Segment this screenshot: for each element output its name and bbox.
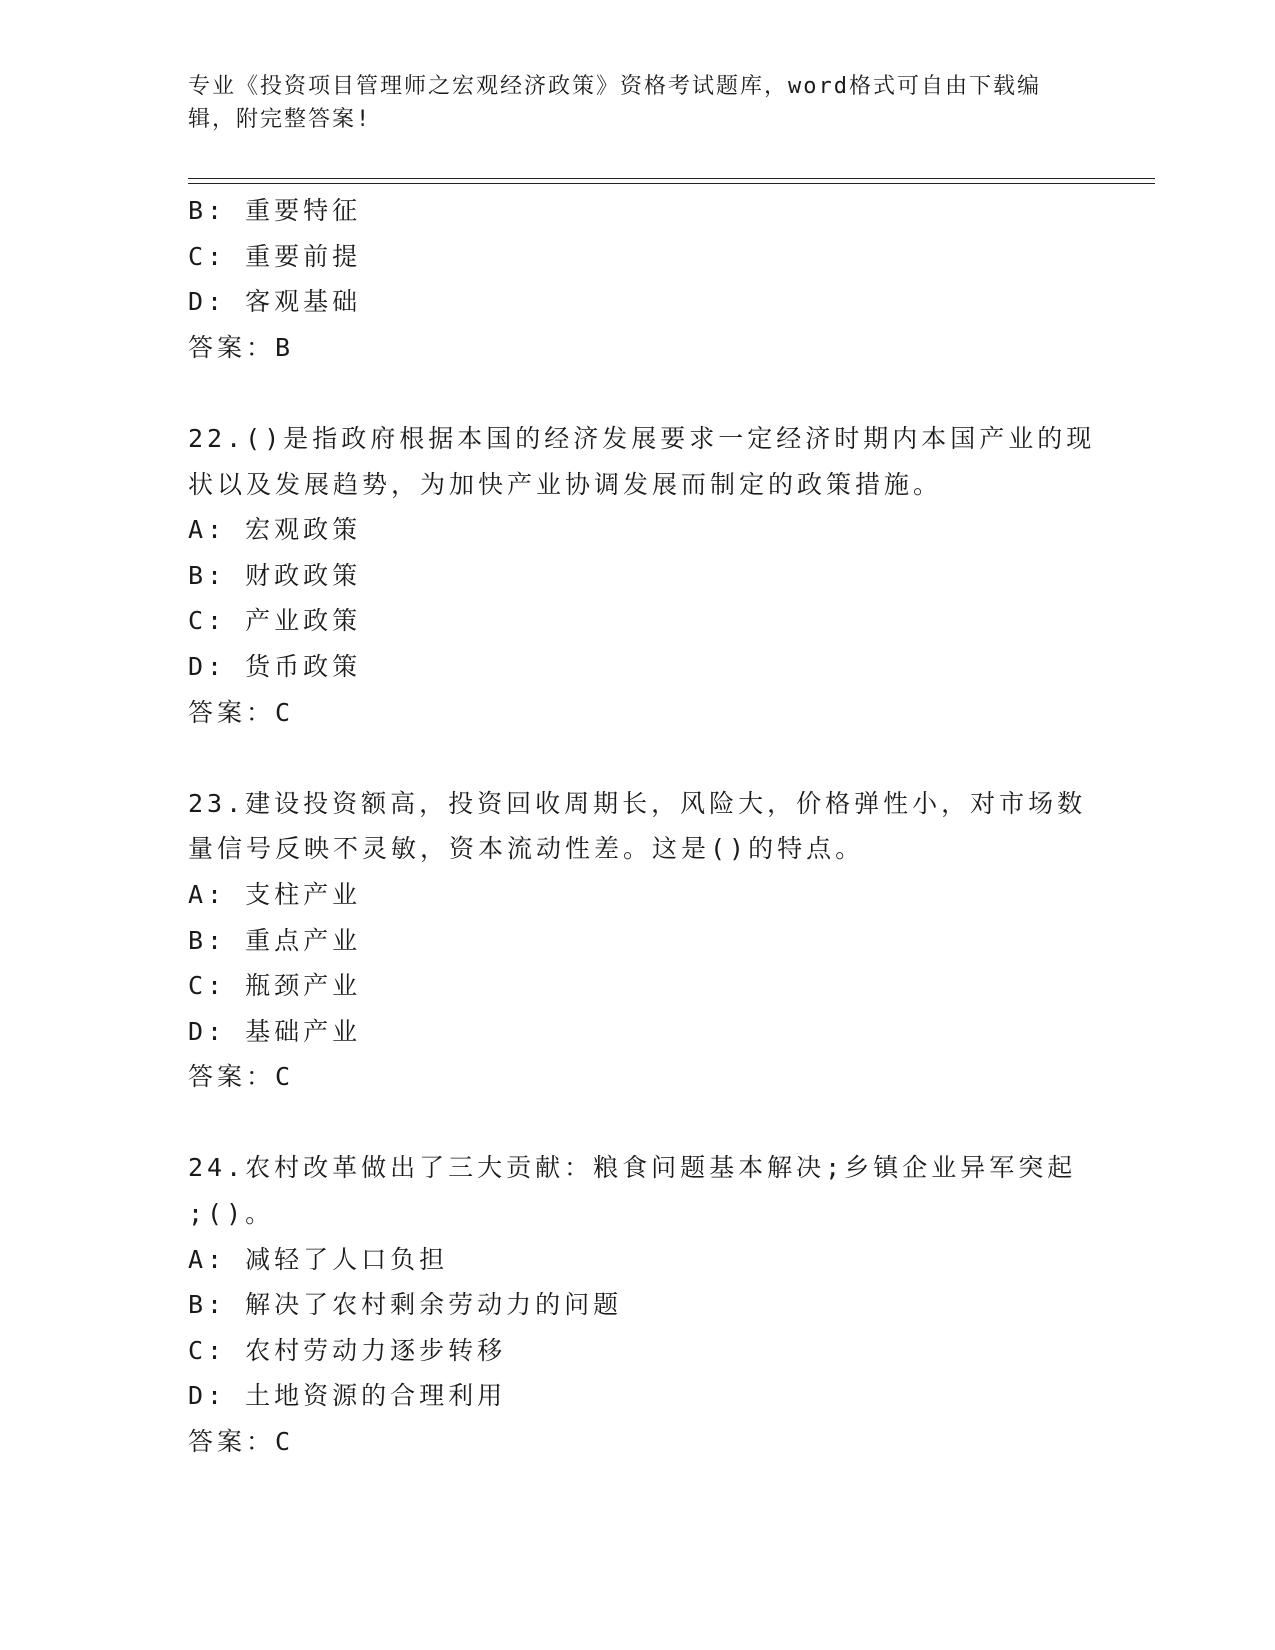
question-21-tail (188, 188, 1088, 370)
question-spacer (188, 735, 1088, 781)
option-b: B: 财政政策 (188, 560, 362, 590)
answer-text: 答案：C (188, 1427, 295, 1457)
document-header (188, 70, 1088, 136)
header-divider-bottom (188, 183, 1155, 184)
option-c: C: 重要前提 (188, 241, 362, 271)
option-d: D: 土地资源的合理利用 (188, 1381, 507, 1411)
question-23 (188, 781, 1088, 1100)
header-line-2: 辑，附完整答案! (188, 107, 372, 132)
header-line-1: 专业《投资项目管理师之宏观经济政策》资格考试题库，word格式可自由下载编 (188, 74, 1041, 99)
option-c: C: 产业政策 (188, 606, 362, 636)
option-b: B: 解决了农村剩余劳动力的问题 (188, 1290, 623, 1320)
question-stem: 状以及发展趋势，为加快产业协调发展而制定的政策措施。 (188, 469, 943, 499)
option-a: A: 宏观政策 (188, 515, 362, 545)
question-stem: 22.()是指政府根据本国的经济发展要求一定经济时期内本国产业的现 (188, 423, 1096, 453)
question-stem: 23.建设投资额高，投资回收周期长，风险大，价格弹性小，对市场数 (188, 788, 1087, 818)
option-d: D: 货币政策 (188, 651, 362, 681)
header-divider-top (188, 178, 1155, 179)
answer-text: 答案：C (188, 697, 295, 727)
question-spacer (188, 370, 1088, 416)
option-b: B: 重要特征 (188, 196, 362, 225)
answer-text: 答案：C (188, 1062, 295, 1092)
question-stem: 24.农村改革做出了三大贡献：粮食问题基本解决;乡镇企业异军突起 (188, 1153, 1077, 1183)
option-b: B: 重点产业 (188, 925, 362, 955)
option-d: D: 客观基础 (188, 287, 362, 317)
answer-text: 答案：B (188, 332, 295, 362)
question-stem: ;()。 (188, 1199, 275, 1229)
option-a: A: 支柱产业 (188, 879, 362, 909)
option-a: A: 减轻了人口负担 (188, 1244, 449, 1274)
option-c: C: 瓶颈产业 (188, 971, 362, 1001)
question-list (188, 188, 1096, 1465)
question-stem: 量信号反映不灵敏，资本流动性差。这是()的特点。 (188, 834, 865, 864)
option-d: D: 基础产业 (188, 1016, 362, 1046)
question-22 (188, 416, 1096, 735)
question-24 (188, 1145, 1088, 1464)
question-spacer (188, 1100, 1088, 1146)
option-c: C: 农村劳动力逐步转移 (188, 1335, 507, 1365)
